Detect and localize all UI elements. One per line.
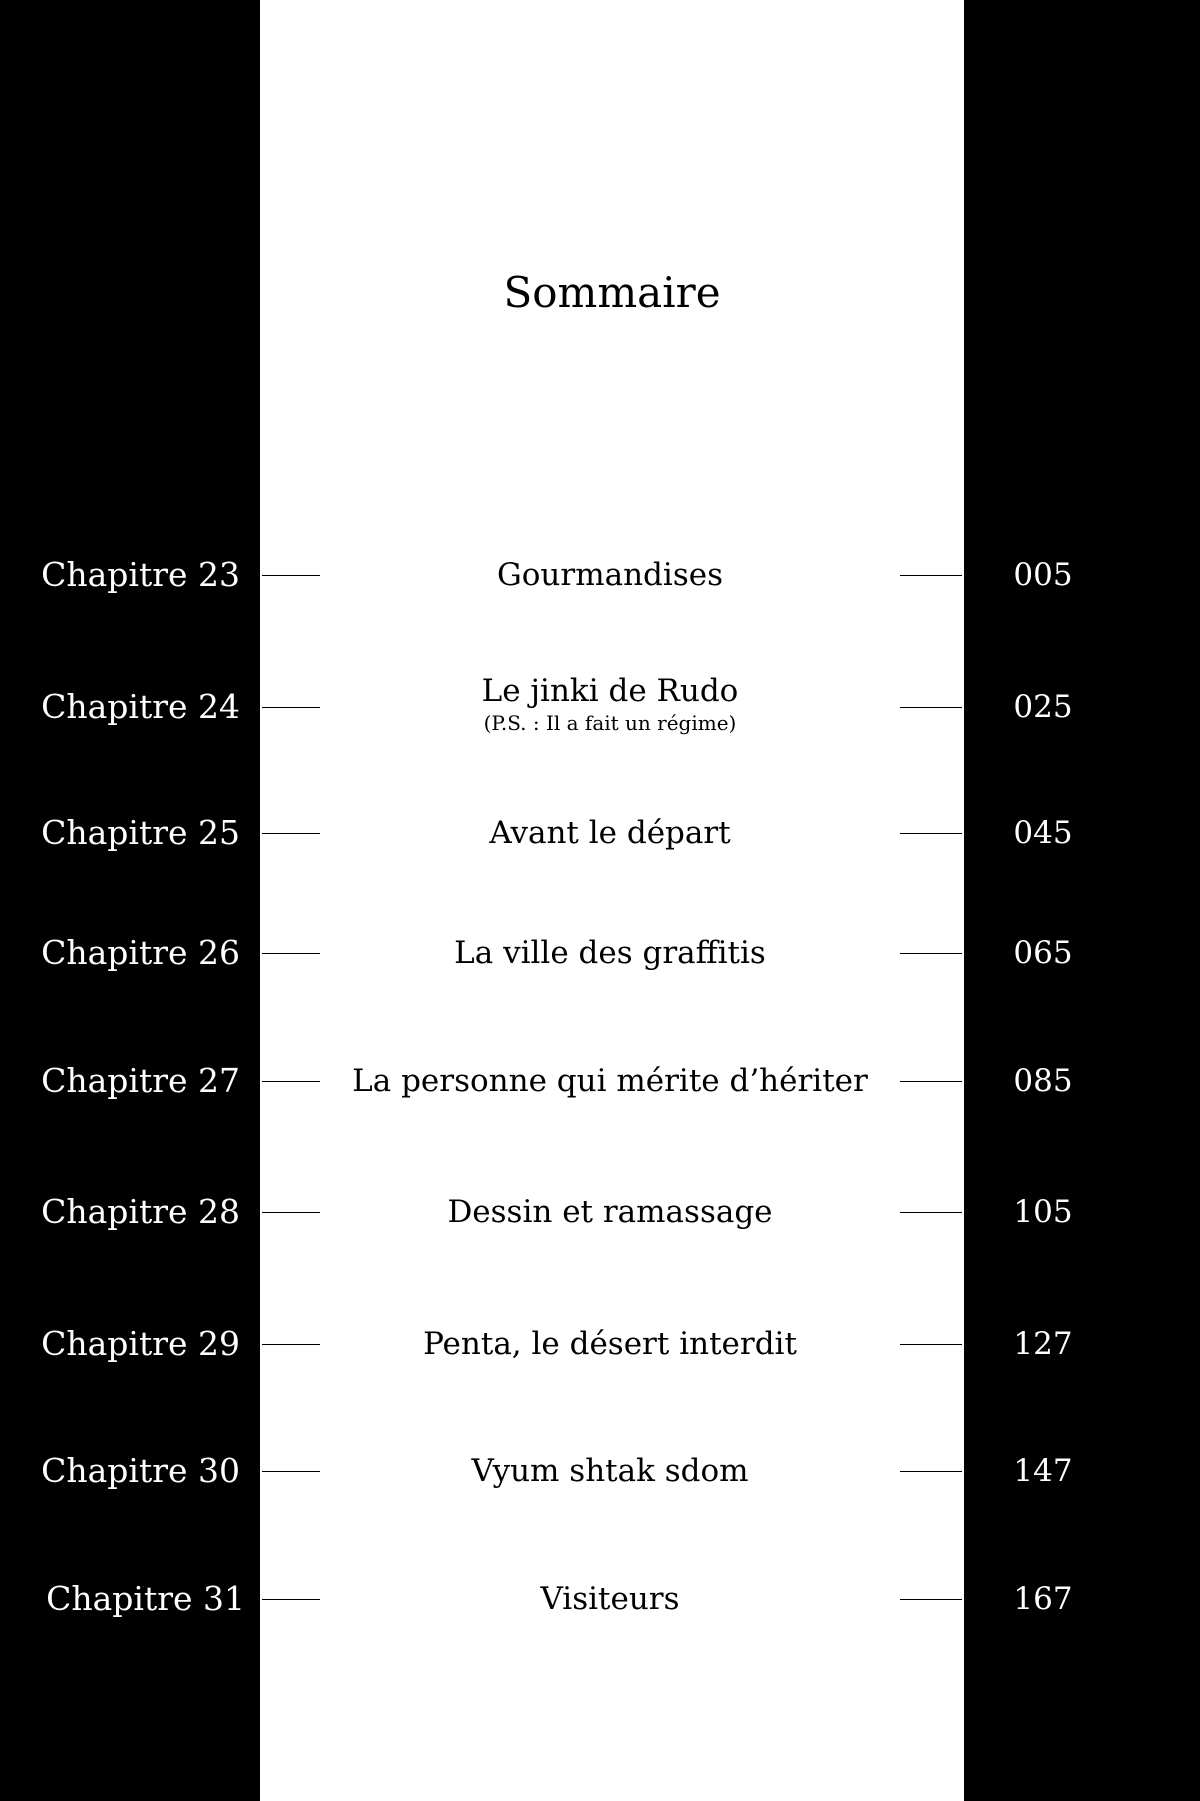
chapter-title <box>320 1451 900 1491</box>
chapter-number: Chapitre 29 <box>41 1324 240 1363</box>
chapter-number: Chapitre 28 <box>41 1192 240 1231</box>
leader-line-right <box>900 707 962 708</box>
chapter-title <box>320 671 900 735</box>
leader-line-left <box>262 1471 320 1472</box>
page-number: 127 <box>1013 1326 1073 1362</box>
chapter-number: Chapitre 24 <box>41 687 240 726</box>
chapter-title-text: Penta, le désert interdit <box>423 1326 797 1362</box>
leader-line-right <box>900 1212 962 1213</box>
chapter-title <box>320 1192 900 1232</box>
page-number: 167 <box>1013 1581 1073 1617</box>
chapter-number: Chapitre 27 <box>41 1061 240 1100</box>
leader-line-right <box>900 1081 962 1082</box>
page-number: 065 <box>1013 935 1073 971</box>
leader-line-right <box>900 953 962 954</box>
chapter-title-text: Le jinki de Rudo <box>481 673 739 709</box>
leader-line-left <box>262 1081 320 1082</box>
chapter-title-text: Visiteurs <box>540 1581 680 1617</box>
leader-line-right <box>900 1344 962 1345</box>
leader-line-left <box>262 575 320 576</box>
page-number: 085 <box>1013 1063 1073 1099</box>
chapter-title <box>320 1324 900 1364</box>
chapter-title <box>320 555 900 595</box>
leader-line-left <box>262 953 320 954</box>
chapter-number: Chapitre 26 <box>41 933 240 972</box>
chapter-title <box>320 1579 900 1619</box>
leader-line-left <box>262 833 320 834</box>
leader-line-left <box>262 1212 320 1213</box>
chapter-title-text: La ville des graffitis <box>454 935 766 971</box>
page-number: 005 <box>1013 557 1073 593</box>
leader-line-right <box>900 1599 962 1600</box>
chapter-title <box>320 813 900 853</box>
chapter-number: Chapitre 31 <box>46 1579 245 1618</box>
chapter-title <box>320 933 900 973</box>
chapter-number: Chapitre 23 <box>41 555 240 594</box>
chapter-number: Chapitre 30 <box>41 1451 240 1490</box>
chapter-title <box>320 1061 900 1101</box>
leader-line-left <box>262 1599 320 1600</box>
chapter-title-text: Dessin et ramassage <box>447 1194 773 1230</box>
page-title: Sommaire <box>503 268 721 317</box>
leader-line-left <box>262 707 320 708</box>
page-number: 147 <box>1013 1453 1073 1489</box>
page-number: 105 <box>1013 1194 1073 1230</box>
page-number: 025 <box>1013 689 1073 725</box>
chapter-title-text: Gourmandises <box>497 557 723 593</box>
chapter-number: Chapitre 25 <box>41 813 240 852</box>
leader-line-left <box>262 1344 320 1345</box>
leader-line-right <box>900 1471 962 1472</box>
page-number: 045 <box>1013 815 1073 851</box>
chapter-title-text: Vyum shtak sdom <box>471 1453 749 1489</box>
chapter-title-text: Avant le départ <box>489 815 731 851</box>
leader-line-right <box>900 833 962 834</box>
leader-line-right <box>900 575 962 576</box>
chapter-title-text: La personne qui mérite d’hériter <box>352 1063 868 1099</box>
chapter-subtitle: (P.S. : Il a fait un régime) <box>483 711 737 735</box>
